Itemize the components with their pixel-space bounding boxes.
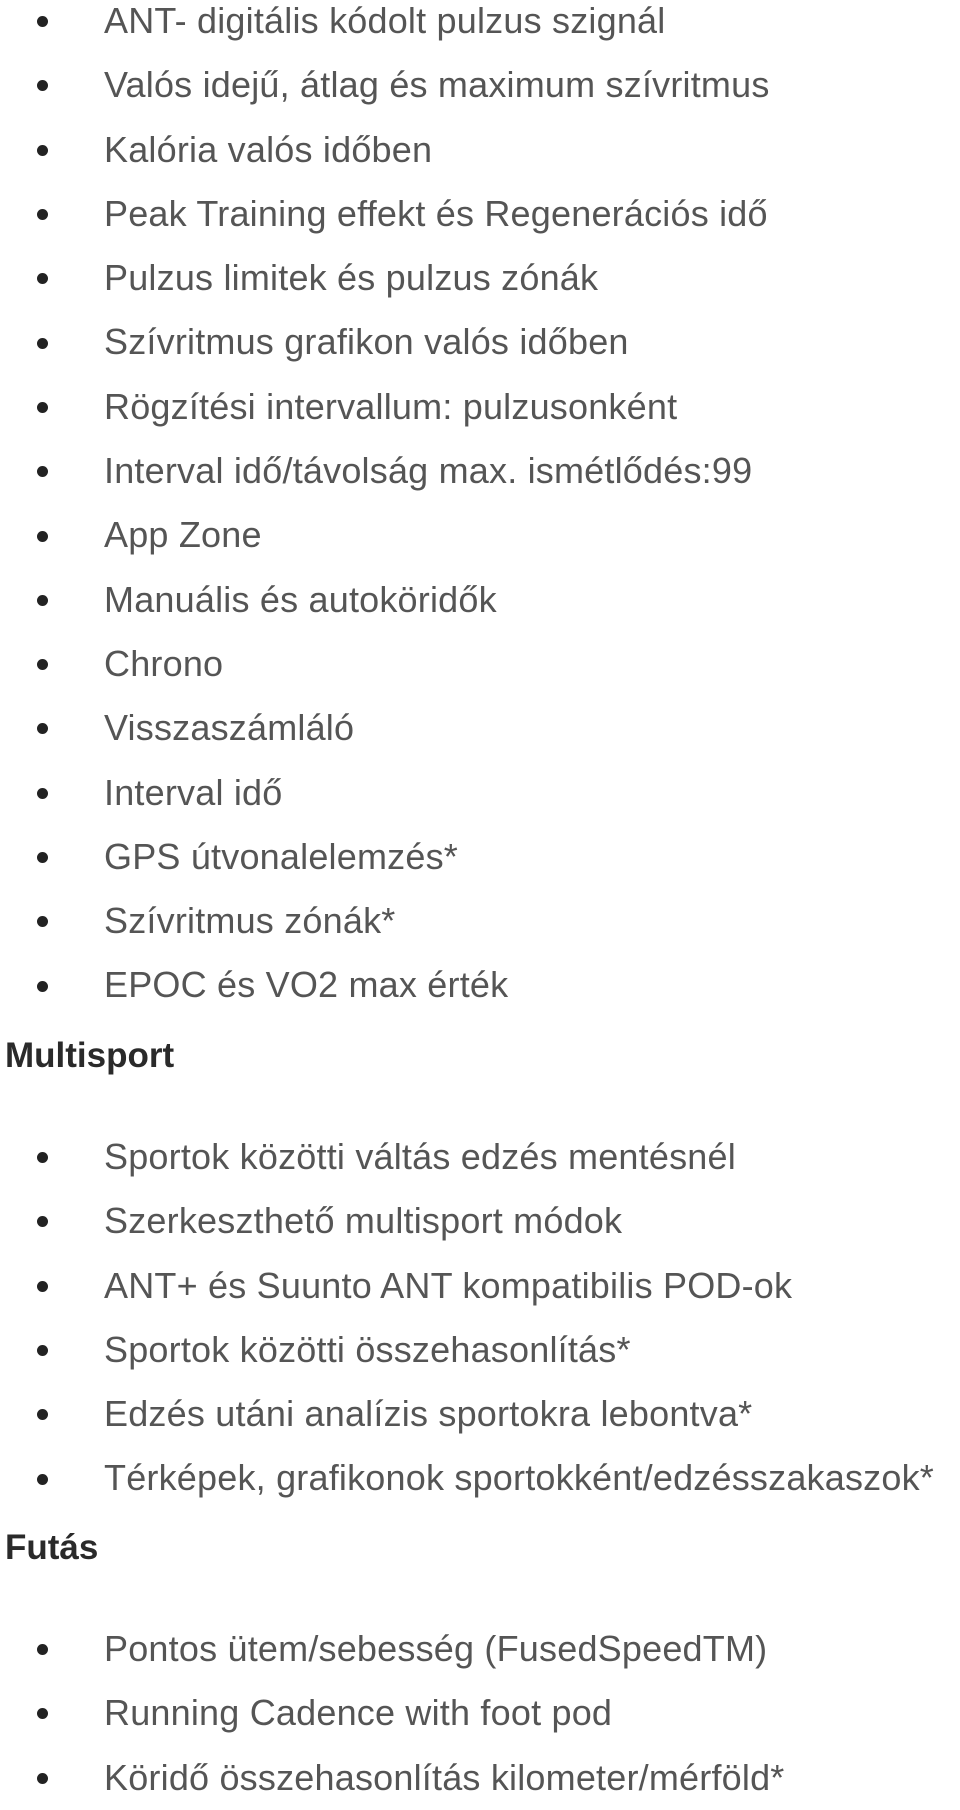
list-item-text: Térképek, grafikonok sportokként/edzésszakaszok* (104, 1457, 935, 1499)
list-item (0, 1318, 960, 1382)
list-item-text: Kalória valós időben (104, 128, 433, 170)
list-item (0, 825, 960, 889)
list-item-text: Rögzítési intervallum: pulzusonként (104, 385, 678, 427)
list-item (0, 761, 960, 825)
list-item (0, 1189, 960, 1253)
list-item-text: Peak Training effekt és Regenerációs idő (104, 192, 768, 234)
list-item (0, 118, 960, 182)
bullet-icon (37, 531, 48, 542)
list-item-text: Pontos ütem/sebesség (FusedSpeedTM) (104, 1628, 768, 1669)
list-item-text: App Zone (104, 514, 262, 556)
list-item-text: Edzés utáni analízis sportokra lebontva* (104, 1393, 753, 1435)
bullet-icon (37, 1345, 48, 1356)
list-item-text: Manuális és autoköridők (104, 578, 497, 620)
bullet-icon (37, 981, 48, 992)
multisport-heading: Multisport (5, 1036, 175, 1075)
list-item (0, 1125, 960, 1189)
list-item (0, 696, 960, 760)
list-item (0, 1382, 960, 1446)
list-item-text: Köridő összehasonlítás kilometer/mérföld* (104, 1756, 785, 1798)
list-item-text: Chrono (104, 642, 224, 684)
bullet-icon (37, 80, 48, 91)
bullet-icon (37, 595, 48, 606)
list-item (0, 1617, 960, 1681)
bullet-icon (37, 1474, 48, 1485)
list-item (0, 1746, 960, 1810)
multisport-list (0, 1125, 960, 1511)
bullet-icon (37, 209, 48, 220)
bullet-icon (37, 16, 48, 27)
list-item (0, 1254, 960, 1318)
bullet-icon (37, 273, 48, 284)
bullet-icon (37, 1216, 48, 1227)
list-item (0, 1681, 960, 1745)
bullet-icon (37, 1644, 48, 1655)
bullet-icon (37, 723, 48, 734)
list-item (0, 0, 960, 53)
list-item-text: Sportok közötti összehasonlítás* (104, 1328, 631, 1370)
bullet-icon (37, 916, 48, 927)
list-item (0, 53, 960, 117)
list-item-text: Interval idő (104, 771, 283, 813)
bullet-icon (37, 145, 48, 156)
list-item (0, 1446, 960, 1510)
list-item (0, 632, 960, 696)
list-item-text: Interval idő/távolság max. ismétlődés:99 (104, 450, 753, 492)
bullet-icon (37, 1708, 48, 1719)
list-item-text: Pulzus limitek és pulzus zónák (104, 257, 599, 299)
list-item (0, 953, 960, 1017)
list-item-text: Visszaszámláló (104, 707, 355, 749)
bullet-icon (37, 659, 48, 670)
list-item (0, 375, 960, 439)
bullet-icon (37, 1773, 48, 1784)
bullet-icon (37, 788, 48, 799)
futas-heading: Futás (5, 1528, 99, 1567)
bullet-icon (37, 1152, 48, 1163)
bullet-icon (37, 402, 48, 413)
list-item-text: GPS útvonalelemzés* (104, 835, 458, 877)
list-item (0, 439, 960, 503)
list-item-text: Running Cadence with foot pod (104, 1692, 613, 1734)
bullet-icon (37, 338, 48, 349)
futas-list (0, 1617, 960, 1810)
list-item-text: Szívritmus zónák* (104, 900, 396, 942)
list-item-text: EPOC és VO2 max érték (104, 964, 509, 1006)
bullet-icon (37, 466, 48, 477)
list-item-text: ANT+ és Suunto ANT kompatibilis POD-ok (104, 1264, 793, 1306)
bullet-icon (37, 1409, 48, 1420)
list-item (0, 310, 960, 374)
list-item (0, 889, 960, 953)
list-item (0, 182, 960, 246)
list-item-text: Szívritmus grafikon valós időben (104, 321, 629, 363)
bullet-icon (37, 1281, 48, 1292)
bullet-icon (37, 852, 48, 863)
list-item-text: Szerkeszthető multisport módok (104, 1200, 623, 1242)
list-item-text: ANT- digitális kódolt pulzus szignál (104, 0, 666, 41)
list-item-text: Sportok közötti váltás edzés mentésnél (104, 1136, 736, 1177)
list-item (0, 503, 960, 567)
list-item (0, 568, 960, 632)
list-item (0, 246, 960, 310)
list-item-text: Valós idejű, átlag és maximum szívritmus (104, 64, 770, 106)
